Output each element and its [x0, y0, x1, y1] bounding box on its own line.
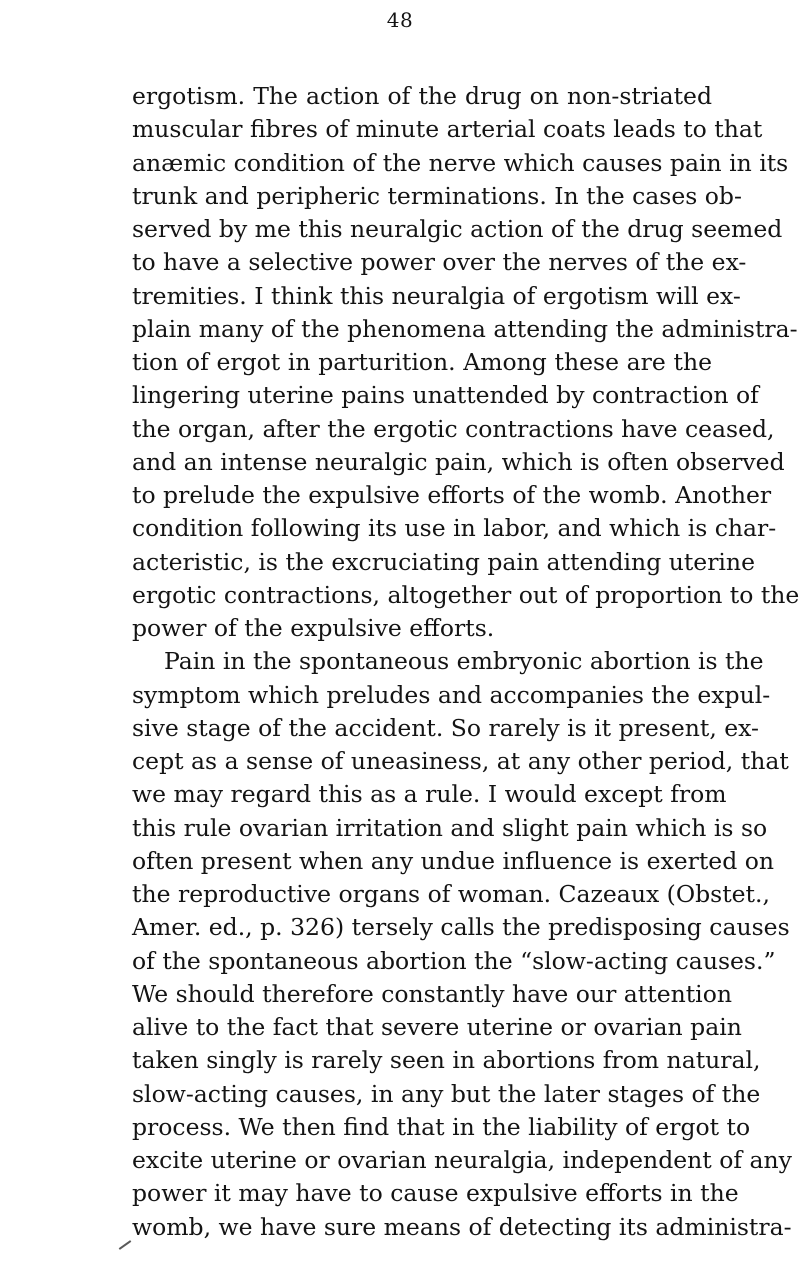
text-line: womb, we have sure means of detecting its administra- [132, 1212, 792, 1241]
text-line: to prelude the expulsive efforts of the womb. Another [132, 481, 772, 509]
text-line: slow-acting causes, in any but the later stages of the [132, 1079, 761, 1108]
text-line: acteristic, is the excruciating pain attending uterine [132, 547, 755, 576]
text-line: the reproductive organs of woman. Cazeaux (Obstet., [132, 880, 770, 908]
page-number: 48 [386, 8, 414, 32]
text-line: this rule ovarian irritation and slight pain which is so [132, 813, 768, 842]
text-line: lingering uterine pains unattended by contraction of [132, 381, 759, 410]
text-line: power it may have to cause expulsive efforts in the [132, 1179, 739, 1208]
text-line: we may regard this as a rule. I would except from [132, 780, 727, 809]
text-line: trunk and peripheric terminations. In the cases ob- [132, 181, 742, 210]
text-line: muscular fibres of minute arterial coats leads to that [132, 115, 763, 144]
text-line: tion of ergot in parturition. Among these are the [132, 348, 712, 376]
text-line: ergotism. The action of the drug on non-striated [132, 82, 712, 110]
text-line: taken singly is rarely seen in abortions from natural, [132, 1046, 761, 1075]
body-text [132, 80, 800, 1244]
text-line: cept as a sense of uneasiness, at any other period, that [132, 747, 789, 775]
text-line: excite uterine or ovarian neuralgia, independent of any [132, 1146, 792, 1174]
print-mark [119, 1240, 132, 1250]
paragraph-end-line: power of the expulsive efforts. [132, 614, 495, 642]
text-line: tremities. I think this neuralgia of ergotism will ex- [132, 281, 741, 310]
paragraph-start-line: Pain in the spontaneous embryonic abortion is the [164, 647, 764, 676]
text-line: condition following its use in labor, and which is char- [132, 514, 777, 543]
text-line: of the spontaneous abortion the “slow-acting causes.” [132, 946, 776, 975]
text-line: ergotic contractions, altogether out of proportion to the [132, 580, 800, 609]
text-line: to have a selective power over the nerves of the ex- [132, 248, 747, 277]
text-line: plain many of the phenomena attending the administra- [132, 314, 798, 343]
text-line: anæmic condition of the nerve which causes pain in its [132, 148, 789, 177]
text-line: served by me this neuralgic action of the drug seemed [132, 215, 783, 243]
text-line: Amer. ed., p. 326) tersely calls the predisposing causes [132, 913, 790, 942]
text-line: symptom which preludes and accompanies the expul- [132, 680, 771, 709]
text-line: process. We then find that in the liability of ergot to [132, 1112, 751, 1141]
text-line: often present when any undue influence is exerted on [132, 846, 775, 875]
text-line: sive stage of the accident. So rarely is it present, ex- [132, 713, 759, 742]
text-line: the organ, after the ergotic contractions have ceased, [132, 414, 775, 443]
text-line: We should therefore constantly have our attention [132, 979, 732, 1008]
text-line: alive to the fact that severe uterine or ovarian pain [132, 1013, 742, 1041]
text-line: and an intense neuralgic pain, which is often observed [132, 447, 785, 476]
